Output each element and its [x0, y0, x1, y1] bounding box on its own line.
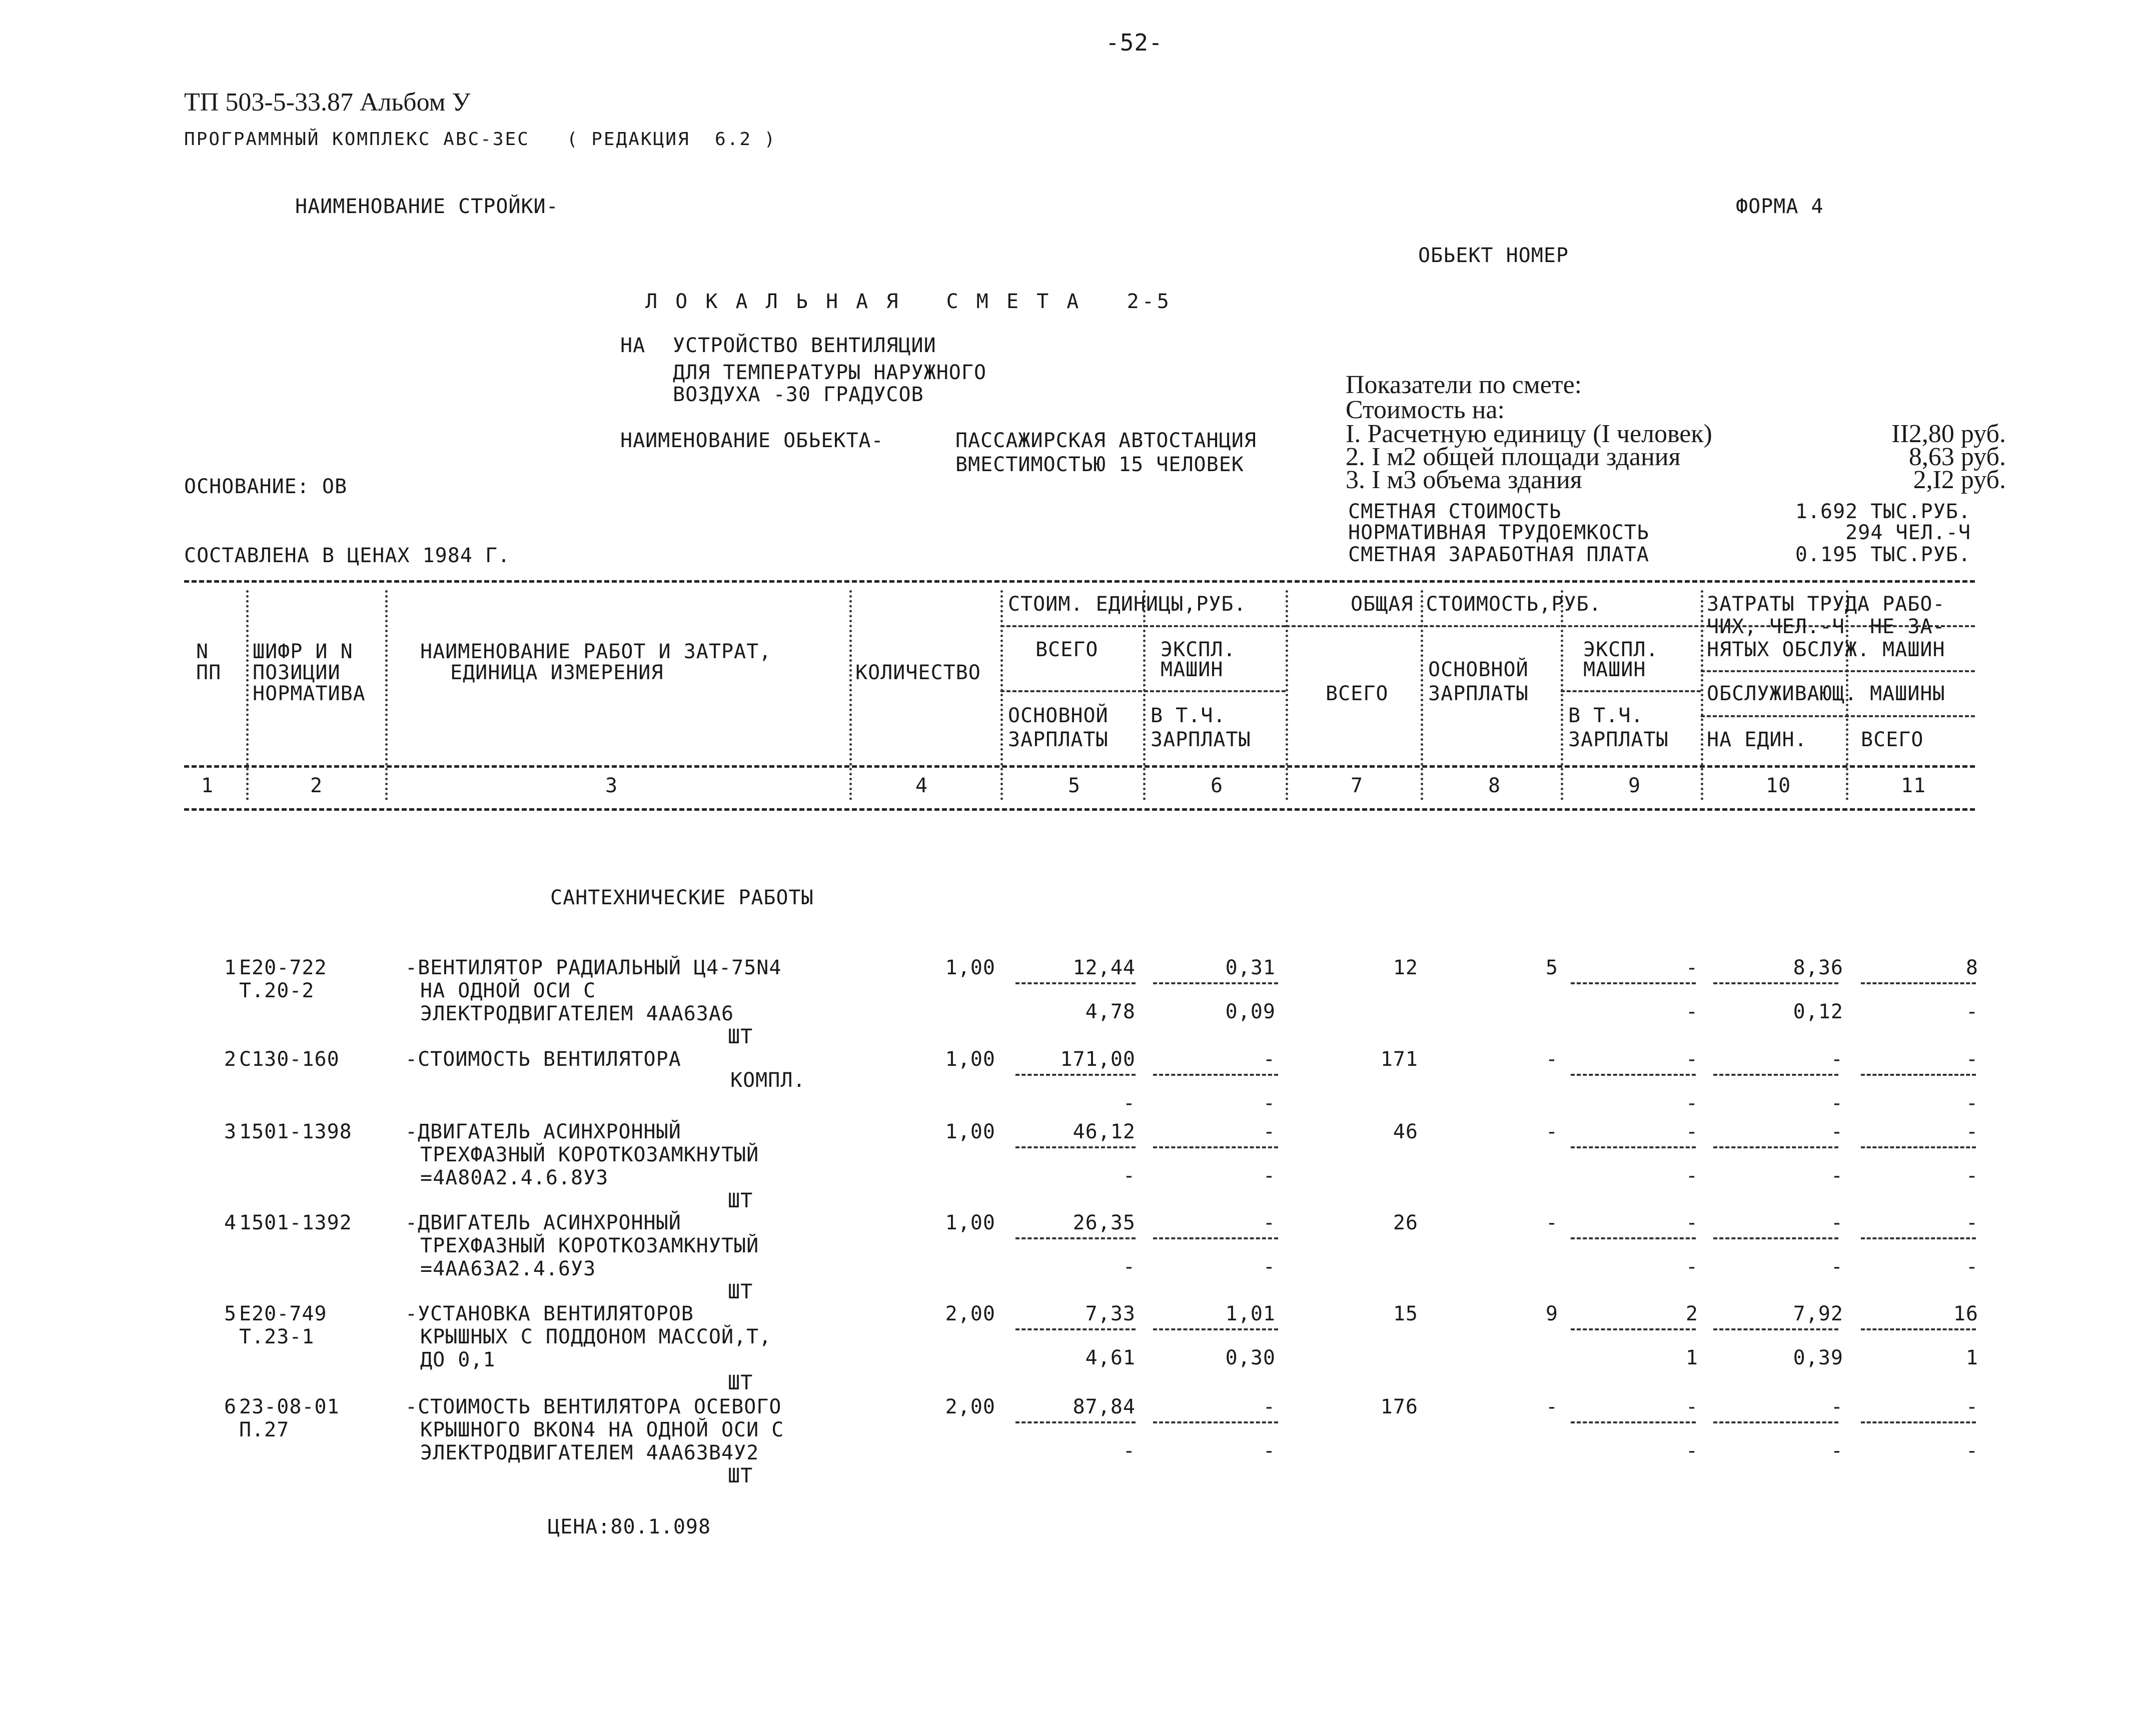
- indicator-value-1: II2,80 руб.: [1891, 420, 2006, 448]
- row-total: 15: [1393, 1302, 1418, 1325]
- subject-line-2: ДЛЯ ТЕМПЕРАТУРЫ НАРУЖНОГО: [673, 361, 987, 384]
- value-divider: [1861, 1237, 1976, 1239]
- value-divider: [1861, 1421, 1976, 1423]
- row-unit-total: 7,33: [1085, 1302, 1136, 1325]
- row-total: 171: [1380, 1048, 1418, 1071]
- row-code: Т.23-1: [239, 1325, 315, 1348]
- row-total-wages: 5: [1545, 956, 1558, 979]
- row-labor-total: -: [1965, 1048, 1978, 1071]
- total-mw-subrule: [1561, 690, 1701, 692]
- labor-subrule-2: [1701, 715, 1975, 717]
- col-sep-2: [385, 590, 388, 800]
- row-labor-total: 16: [1953, 1302, 1978, 1325]
- row-unit-wages: -: [1123, 1439, 1136, 1462]
- hdr-labor-unit: НА ЕДИН.: [1707, 728, 1807, 751]
- row-labor-total-2: -: [1965, 1255, 1978, 1278]
- row-unit-total: 26,35: [1072, 1211, 1136, 1234]
- value-divider: [1153, 1328, 1278, 1330]
- colnum-6: 6: [1211, 774, 1224, 797]
- row-labor-total-2: -: [1965, 1164, 1978, 1187]
- row-code: 23-08-01: [239, 1395, 340, 1418]
- hdr-labor-2: ЧИХ, ЧЕЛ.-Ч НЕ ЗА-: [1707, 615, 1945, 638]
- row-name-line: ТРЕХФАЗНЫЙ КОРОТКОЗАМКНУТЫЙ: [420, 1234, 759, 1257]
- row-total-machines: -: [1685, 1395, 1698, 1418]
- value-divider: [1713, 1328, 1838, 1330]
- colnum-2: 2: [310, 774, 323, 797]
- value-divider: [1713, 982, 1838, 984]
- colnum-9: 9: [1628, 774, 1641, 797]
- indicator-label-3: 3. I м3 объема здания: [1346, 466, 1582, 494]
- hdr-labor-1: ЗАТРАТЫ ТРУДА РАБО-: [1707, 593, 1945, 616]
- row-total: 176: [1380, 1395, 1418, 1418]
- colnum-bottom-rule: [184, 808, 1975, 811]
- row-unit-wages: 4,61: [1085, 1346, 1136, 1369]
- indicator-label-2: 2. I м2 общей площади здания: [1346, 443, 1681, 471]
- row-unit-machines: -: [1263, 1120, 1276, 1143]
- row-labor-total-2: 1: [1965, 1346, 1978, 1369]
- row-total-wages: -: [1545, 1120, 1558, 1143]
- value-divider: [1015, 1328, 1136, 1330]
- hdr-total-wages-2: ЗАРПЛАТЫ: [1428, 682, 1529, 705]
- row-unit: ШТ: [728, 1464, 753, 1487]
- row-labor-unit-2: -: [1830, 1164, 1843, 1187]
- row-labor-unit: -: [1830, 1211, 1843, 1234]
- row-unit: ШТ: [728, 1371, 753, 1394]
- indicator-value-3: 2,I2 руб.: [1913, 466, 2006, 494]
- hdr-labor-total: ВСЕГО: [1861, 728, 1924, 751]
- row-labor-total: -: [1965, 1211, 1978, 1234]
- row-labor-total: -: [1965, 1395, 1978, 1418]
- row-total-machines: 2: [1685, 1302, 1698, 1325]
- row-unit-wages: -: [1123, 1164, 1136, 1187]
- row-number: 1: [224, 956, 237, 979]
- row-total: 46: [1393, 1120, 1418, 1143]
- row-total-machines: -: [1685, 1048, 1698, 1071]
- hdr-total-mw-1: В Т.Ч.: [1568, 704, 1644, 727]
- value-divider: [1015, 1074, 1136, 1076]
- summary-label-1: СМЕТНАЯ СТОИМОСТЬ: [1348, 500, 1562, 523]
- row-total-wages: 9: [1545, 1302, 1558, 1325]
- labor-subrule-1: [1701, 670, 1975, 672]
- row-number: 6: [224, 1395, 237, 1418]
- row-labor-total-2: -: [1965, 1092, 1978, 1115]
- value-divider: [1153, 1421, 1278, 1423]
- value-divider: [1015, 982, 1136, 984]
- hdr-code-2: ПОЗИЦИИ: [253, 661, 341, 684]
- row-qty: 2,00: [945, 1302, 995, 1325]
- hdr-unit-machines-1: ЭКСПЛ.: [1161, 638, 1236, 661]
- row-unit-machines: 0,31: [1225, 956, 1276, 979]
- row-total-wages: -: [1545, 1211, 1558, 1234]
- row-unit-machines: -: [1263, 1395, 1276, 1418]
- row-code: Т.20-2: [239, 979, 315, 1002]
- hdr-unit-wages-1: ОСНОВНОЙ: [1008, 704, 1109, 727]
- col-sep-5: [1143, 590, 1146, 800]
- row-name-line: -ДВИГАТЕЛЬ АСИНХРОННЫЙ: [405, 1120, 681, 1143]
- subject-line-3: ВОЗДУХА -30 ГРАДУСОВ: [673, 383, 924, 406]
- row-name-line: -ВЕНТИЛЯТОР РАДИАЛЬНЫЙ Ц4-75N4: [405, 956, 782, 979]
- row-unit-wages: 4,78: [1085, 1000, 1136, 1023]
- row-unit-total: 87,84: [1072, 1395, 1136, 1418]
- col-sep-6: [1286, 590, 1288, 800]
- row-unit-mw: -: [1263, 1164, 1276, 1187]
- row-code: Е20-749: [239, 1302, 327, 1325]
- value-divider: [1861, 1074, 1976, 1076]
- summary-value-3: 0.195 ТЫС.РУБ.: [1795, 543, 1971, 566]
- row-labor-unit: -: [1830, 1120, 1843, 1143]
- estimate-title: Л О К А Л Ь Н А Я С М Е Т А 2-5: [645, 290, 1172, 313]
- summary-value-1: 1.692 ТЫС.РУБ.: [1795, 500, 1971, 523]
- hdr-total-machines-1: ЭКСПЛ.: [1583, 638, 1659, 661]
- unit-wages-subrule: [1000, 690, 1286, 692]
- hdr-total-total: ВСЕГО: [1326, 682, 1389, 705]
- object-name-line-2: ВМЕСТИМОСТЬЮ 15 ЧЕЛОВЕК: [955, 453, 1244, 476]
- row-total: 26: [1393, 1211, 1418, 1234]
- indicator-label-1: I. Расчетную единицу (I человек): [1346, 420, 1712, 448]
- row-code: С130-160: [239, 1048, 340, 1071]
- row-labor-unit-2: -: [1830, 1255, 1843, 1278]
- row-labor-unit-2: -: [1830, 1092, 1843, 1115]
- hdr-unit-machines-2: МАШИН: [1161, 658, 1224, 681]
- row-total-wages: -: [1545, 1395, 1558, 1418]
- row-unit: ШТ: [728, 1189, 753, 1212]
- row-total-machines: -: [1685, 956, 1698, 979]
- colnum-7: 7: [1351, 774, 1364, 797]
- hdr-pp: ПП: [196, 661, 222, 684]
- indicators-heading: Показатели по смете:: [1346, 371, 1582, 399]
- value-divider: [1153, 1074, 1278, 1076]
- object-name-line-1: ПАССАЖИРСКАЯ АВТОСТАНЦИЯ: [955, 429, 1257, 452]
- row-name-line: -СТОИМОСТЬ ВЕНТИЛЯТОРА ОСЕВОГО: [405, 1395, 782, 1418]
- value-divider: [1015, 1146, 1136, 1148]
- row-labor-unit: 7,92: [1793, 1302, 1843, 1325]
- form-label: ФОРМА 4: [1736, 195, 1824, 218]
- row-name-line: =4А80А2.4.6.8У3: [420, 1166, 609, 1189]
- row-total-mw: -: [1685, 1092, 1698, 1115]
- row-number: 4: [224, 1211, 237, 1234]
- row-labor-total: 8: [1965, 956, 1978, 979]
- row-name-line: =4АА63А2.4.6У3: [420, 1257, 596, 1280]
- row-code: П.27: [239, 1418, 290, 1441]
- colnum-4: 4: [915, 774, 928, 797]
- row-total-mw: -: [1685, 1164, 1698, 1187]
- summary-label-3: СМЕТНАЯ ЗАРАБОТНАЯ ПЛАТА: [1348, 543, 1649, 566]
- row-qty: 1,00: [945, 1211, 995, 1234]
- row-labor-unit: -: [1830, 1048, 1843, 1071]
- section-title: САНТЕХНИЧЕСКИЕ РАБОТЫ: [550, 886, 814, 909]
- col-sep-3: [849, 590, 852, 800]
- row-unit-total: 12,44: [1072, 956, 1136, 979]
- hdr-code-1: ШИФР И N: [253, 640, 353, 663]
- col-sep-8: [1561, 590, 1563, 800]
- value-divider: [1153, 1237, 1278, 1239]
- summary-label-2: НОРМАТИВНАЯ ТРУДОЕМКОСТЬ: [1348, 521, 1649, 544]
- hdr-name-1: НАИМЕНОВАНИЕ РАБОТ И ЗАТРАТ,: [420, 640, 772, 663]
- hdr-unit-total: ВСЕГО: [1035, 638, 1099, 661]
- hdr-unit-mw-1: В Т.Ч.: [1151, 704, 1226, 727]
- hdr-unit-cost: СТОИМ. ЕДИНИЦЫ,РУБ.: [1008, 593, 1247, 616]
- row-name-line: ЭЛЕКТРОДВИГАТЕЛЕМ 4АА63А6: [420, 1002, 734, 1025]
- row-unit-wages: -: [1123, 1255, 1136, 1278]
- unit-cost-subrule: [1000, 625, 1286, 627]
- hdr-total-wages-1: ОСНОВНОЙ: [1428, 658, 1529, 681]
- prices-year: СОСТАВЛЕНА В ЦЕНАХ 1984 Г.: [184, 544, 511, 567]
- row-labor-unit-2: -: [1830, 1439, 1843, 1462]
- object-number-label: ОБЬЕКТ НОМЕР: [1418, 244, 1569, 267]
- program-line: ПРОГРАММНЫЙ КОМПЛЕКС АВС-3ЕС ( РЕДАКЦИЯ 6.2 ): [184, 129, 777, 150]
- value-divider: [1861, 1328, 1976, 1330]
- row-name-line: ДО 0,1: [420, 1348, 496, 1371]
- row-unit: КОМПЛ.: [730, 1069, 806, 1092]
- row-labor-unit-2: 0,12: [1793, 1000, 1843, 1023]
- colnum-1: 1: [201, 774, 214, 797]
- row-total-machines: -: [1685, 1211, 1698, 1234]
- value-divider: [1571, 1146, 1696, 1148]
- doc-title: ТП 503-5-33.87 Альбом У: [184, 88, 471, 117]
- value-divider: [1861, 1146, 1976, 1148]
- col-sep-9: [1701, 590, 1703, 800]
- value-divider: [1713, 1237, 1838, 1239]
- row-total-mw: -: [1685, 1439, 1698, 1462]
- value-divider: [1571, 1074, 1696, 1076]
- construction-label: НАИМЕНОВАНИЕ СТРОЙКИ-: [295, 195, 559, 218]
- row-labor-unit-2: 0,39: [1793, 1346, 1843, 1369]
- col-sep-4: [1000, 590, 1003, 800]
- row-unit-mw: 0,30: [1225, 1346, 1276, 1369]
- row-unit: ШТ: [728, 1025, 753, 1048]
- value-divider: [1015, 1421, 1136, 1423]
- row-unit-mw: -: [1263, 1255, 1276, 1278]
- hdr-n: N: [196, 640, 209, 663]
- value-divider: [1153, 1146, 1278, 1148]
- value-divider: [1713, 1074, 1838, 1076]
- value-divider: [1713, 1421, 1838, 1423]
- row-number: 2: [224, 1048, 237, 1071]
- row-unit-machines: 1,01: [1225, 1302, 1276, 1325]
- header-top-rule: [184, 580, 1975, 583]
- row-unit-machines: -: [1263, 1048, 1276, 1071]
- hdr-labor-sub: ОБСЛУЖИВАЮЩ. МАШИНЫ: [1707, 682, 1945, 705]
- page-number: -52-: [1106, 29, 1163, 56]
- row-unit-mw: 0,09: [1225, 1000, 1276, 1023]
- value-divider: [1571, 1237, 1696, 1239]
- row-labor-unit: 8,36: [1793, 956, 1843, 979]
- hdr-name-2: ЕДИНИЦА ИЗМЕРЕНИЯ: [450, 661, 664, 684]
- basis: ОСНОВАНИЕ: ОВ: [184, 475, 348, 498]
- hdr-total-machines-2: МАШИН: [1583, 658, 1646, 681]
- row-unit-machines: -: [1263, 1211, 1276, 1234]
- row-labor-total: -: [1965, 1120, 1978, 1143]
- row-unit-mw: -: [1263, 1439, 1276, 1462]
- row-unit-wages: -: [1123, 1092, 1136, 1115]
- on-label: НА: [620, 334, 646, 357]
- row-qty: 1,00: [945, 956, 995, 979]
- row-unit: ШТ: [728, 1280, 753, 1303]
- hdr-qty: КОЛИЧЕСТВО: [855, 661, 981, 684]
- hdr-unit-mw-2: ЗАРПЛАТЫ: [1151, 728, 1251, 751]
- row-code: 1501-1398: [239, 1120, 352, 1143]
- row-total-wages: -: [1545, 1048, 1558, 1071]
- row-qty: 1,00: [945, 1120, 995, 1143]
- row-total: 12: [1393, 956, 1418, 979]
- header-bottom-rule: [184, 765, 1975, 768]
- row-unit-total: 46,12: [1072, 1120, 1136, 1143]
- row-number: 5: [224, 1302, 237, 1325]
- colnum-5: 5: [1068, 774, 1081, 797]
- row-total-mw: 1: [1685, 1346, 1698, 1369]
- price-note: ЦЕНА:80.1.098: [548, 1515, 711, 1538]
- row-unit-total: 171,00: [1060, 1048, 1136, 1071]
- row-code: Е20-722: [239, 956, 327, 979]
- row-labor-total-2: -: [1965, 1439, 1978, 1462]
- value-divider: [1153, 982, 1278, 984]
- row-code: 1501-1392: [239, 1211, 352, 1234]
- row-total-mw: -: [1685, 1000, 1698, 1023]
- subject-line-1: УСТРОЙСТВО ВЕНТИЛЯЦИИ: [673, 334, 936, 357]
- value-divider: [1571, 982, 1696, 984]
- summary-value-2: 294 ЧЕЛ.-Ч: [1845, 521, 1971, 544]
- row-labor-unit: -: [1830, 1395, 1843, 1418]
- value-divider: [1571, 1328, 1696, 1330]
- row-name-line: КРЫШНЫХ С ПОДДОНОМ МАССОЙ,Т,: [420, 1325, 772, 1348]
- row-qty: 1,00: [945, 1048, 995, 1071]
- hdr-labor-3: НЯТЫХ ОБСЛУЖ. МАШИН: [1707, 638, 1945, 661]
- row-name-line: -УСТАНОВКА ВЕНТИЛЯТОРОВ: [405, 1302, 694, 1325]
- indicators-cost-on: Стоимость на:: [1346, 396, 1505, 424]
- indicator-value-2: 8,63 руб.: [1908, 443, 2006, 471]
- row-labor-total-2: -: [1965, 1000, 1978, 1023]
- row-name-line: -ДВИГАТЕЛЬ АСИНХРОННЫЙ: [405, 1211, 681, 1234]
- value-divider: [1713, 1146, 1838, 1148]
- row-name-line: ЭЛЕКТРОДВИГАТЕЛЕМ 4АА63В4У2: [420, 1441, 759, 1464]
- colnum-8: 8: [1488, 774, 1501, 797]
- hdr-total-mw-2: ЗАРПЛАТЫ: [1568, 728, 1669, 751]
- row-name-line: КРЫШНОГО ВКОN4 НА ОДНОЙ ОСИ С: [420, 1418, 784, 1441]
- col-sep-7: [1421, 590, 1423, 800]
- hdr-total-cost: ОБЩАЯ СТОИМОСТЬ,РУБ.: [1351, 593, 1602, 616]
- row-total-machines: -: [1685, 1120, 1698, 1143]
- row-qty: 2,00: [945, 1395, 995, 1418]
- row-unit-mw: -: [1263, 1092, 1276, 1115]
- colnum-3: 3: [605, 774, 618, 797]
- value-divider: [1571, 1421, 1696, 1423]
- row-number: 3: [224, 1120, 237, 1143]
- colnum-11: 11: [1901, 774, 1926, 797]
- row-name-line: НА ОДНОЙ ОСИ С: [420, 979, 596, 1002]
- object-name-label: НАИМЕНОВАНИЕ ОБЬЕКТА-: [620, 429, 884, 452]
- hdr-unit-wages-2: ЗАРПЛАТЫ: [1008, 728, 1109, 751]
- colnum-10: 10: [1766, 774, 1791, 797]
- value-divider: [1015, 1237, 1136, 1239]
- row-total-mw: -: [1685, 1255, 1698, 1278]
- hdr-code-3: НОРМАТИВА: [253, 682, 366, 705]
- row-name-line: -СТОИМОСТЬ ВЕНТИЛЯТОРА: [405, 1048, 681, 1071]
- col-sep-1: [246, 590, 249, 800]
- value-divider: [1861, 982, 1976, 984]
- row-name-line: ТРЕХФАЗНЫЙ КОРОТКОЗАМКНУТЫЙ: [420, 1143, 759, 1166]
